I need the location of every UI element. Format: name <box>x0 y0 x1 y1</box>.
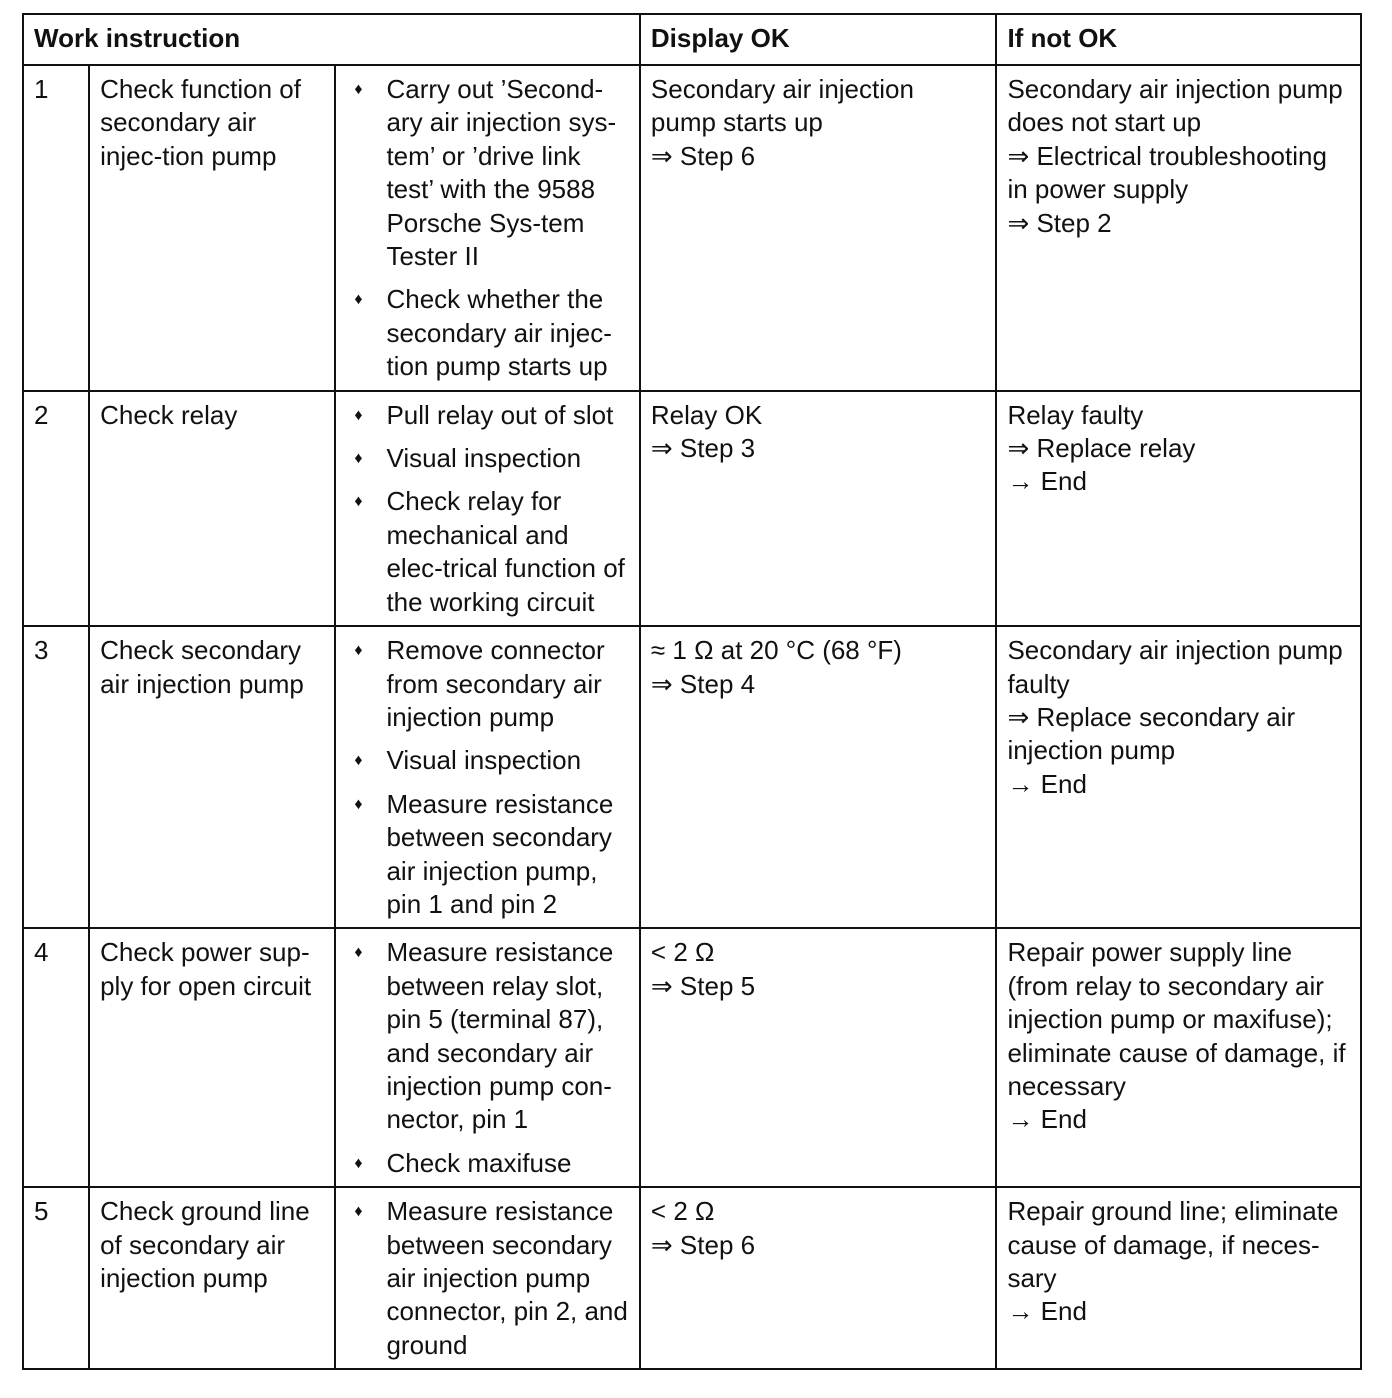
if-not-ok-line: Repair power supply line (from relay to secondary air injection pump or maxifuse); eliminate cause of damage, if necessary <box>1007 937 1346 1101</box>
table-row <box>23 391 1361 626</box>
action-text: Visual inspection <box>386 443 582 474</box>
step-actions <box>335 626 639 928</box>
diamond-bullet-icon: ♦ <box>354 752 363 770</box>
action-text: Measure resistance between relay slot, pin 5 (terminal 87), and secondary air injection pump con-nector, pin 1 <box>386 937 614 1135</box>
diamond-bullet-icon: ♦ <box>354 81 363 98</box>
action-list <box>346 634 628 921</box>
if-not-ok-line: ⇒ Step 2 <box>1007 207 1112 238</box>
table-body <box>23 65 1361 1369</box>
list-item <box>346 936 628 1136</box>
display-ok-cell <box>640 391 997 626</box>
display-ok-line: < 2 Ω <box>650 1196 715 1227</box>
display-ok-line: Relay OK <box>650 399 763 430</box>
if-not-ok-line: → End <box>1007 768 1087 799</box>
step-actions <box>335 1187 639 1369</box>
list-item <box>346 73 628 273</box>
action-text: Check maxifuse <box>386 1147 572 1178</box>
action-text: Measure resistance between secondary air injection pump connector, pin 2, and ground <box>386 1196 628 1360</box>
list-item <box>346 485 628 619</box>
step-number: 4 <box>23 928 89 1187</box>
action-list <box>346 73 628 384</box>
step-task: Check ground line of secondary air injection pump <box>89 1187 335 1369</box>
step-actions <box>335 65 639 391</box>
step-task: Check relay <box>89 391 335 626</box>
action-text: Check whether the secondary air injec-tion pump starts up <box>386 284 612 382</box>
if-not-ok-cell <box>996 65 1361 391</box>
step-number: 1 <box>23 65 89 391</box>
list-item <box>346 788 628 922</box>
header-row <box>23 14 1361 65</box>
diamond-bullet-icon: ♦ <box>354 1203 363 1221</box>
display-ok-line: ≈ 1 Ω at 20 °C (68 °F) <box>650 635 902 666</box>
display-ok-line: ⇒ Step 4 <box>650 668 756 699</box>
table-row <box>23 928 1361 1187</box>
diamond-bullet-icon: ♦ <box>354 291 363 309</box>
display-ok-line: ⇒ Step 6 <box>650 1229 756 1260</box>
diamond-bullet-icon: ♦ <box>354 795 363 813</box>
if-not-ok-line: ⇒ Replace relay <box>1007 433 1196 464</box>
action-text: Check relay for mechanical and elec-trical function of the working circuit <box>386 486 625 617</box>
display-ok-cell <box>640 65 997 391</box>
action-text: Carry out ’Second-ary air injection sys-tem’ or ’drive link test’ with the 9588 Porsche Sys-tem Tester II <box>386 74 617 272</box>
diamond-bullet-icon: ♦ <box>354 642 363 660</box>
if-not-ok-cell <box>996 1187 1361 1369</box>
action-text: Pull relay out of slot <box>386 399 614 430</box>
display-ok-line: ⇒ Step 6 <box>650 140 756 171</box>
if-not-ok-cell <box>996 626 1361 928</box>
header-work-instruction: Work instruction <box>23 14 640 65</box>
list-item <box>346 283 628 383</box>
if-not-ok-line: ⇒ Electrical troubleshooting in power supply <box>1007 140 1327 205</box>
display-ok-line: ⇒ Step 3 <box>650 433 756 464</box>
step-task: Check power sup-ply for open circuit <box>89 928 335 1187</box>
step-actions <box>335 391 639 626</box>
if-not-ok-line: Relay faulty <box>1007 399 1144 430</box>
table-row <box>23 65 1361 391</box>
if-not-ok-line: Secondary air injection pump does not start up <box>1007 74 1343 138</box>
if-not-ok-line: → End <box>1007 466 1087 497</box>
if-not-ok-line: Secondary air injection pump faulty <box>1007 635 1343 699</box>
action-text: Visual inspection <box>386 745 582 776</box>
diamond-bullet-icon: ♦ <box>354 450 363 468</box>
header-display-ok: Display OK <box>640 14 997 65</box>
if-not-ok-cell <box>996 391 1361 626</box>
if-not-ok-line: → End <box>1007 1104 1087 1135</box>
step-number: 3 <box>23 626 89 928</box>
diamond-bullet-icon: ♦ <box>354 406 363 424</box>
work-instruction-table <box>22 13 1362 1370</box>
diamond-bullet-icon: ♦ <box>354 944 363 962</box>
step-number: 2 <box>23 391 89 626</box>
display-ok-line: < 2 Ω <box>650 937 715 968</box>
display-ok-cell <box>640 1187 997 1369</box>
action-list <box>346 1195 628 1362</box>
diamond-bullet-icon: ♦ <box>354 1154 363 1172</box>
action-text: Remove connector from secondary air injection pump <box>386 635 605 732</box>
display-ok-cell <box>640 626 997 928</box>
list-item <box>346 442 628 475</box>
action-list <box>346 399 628 619</box>
step-number: 5 <box>23 1187 89 1369</box>
list-item <box>346 1147 628 1180</box>
step-task: Check secondary air injection pump <box>89 626 335 928</box>
if-not-ok-line: Repair ground line; eliminate cause of damage, if neces-sary <box>1007 1196 1339 1293</box>
display-ok-line: ⇒ Step 5 <box>650 970 756 1001</box>
if-not-ok-cell <box>996 928 1361 1187</box>
diamond-bullet-icon: ♦ <box>354 493 363 511</box>
table-row <box>23 1187 1361 1369</box>
step-actions <box>335 928 639 1187</box>
list-item <box>346 634 628 734</box>
display-ok-cell <box>640 928 997 1187</box>
action-text: Measure resistance between secondary air injection pump, pin 1 and pin 2 <box>386 788 614 919</box>
table-row <box>23 626 1361 928</box>
if-not-ok-line: → End <box>1007 1296 1087 1327</box>
display-ok-line: Secondary air injection pump starts up <box>650 74 914 138</box>
list-item <box>346 744 628 777</box>
list-item <box>346 1195 628 1362</box>
header-if-not-ok: If not OK <box>996 14 1361 65</box>
step-task: Check function of secondary air injec-tion pump <box>89 65 335 391</box>
action-list <box>346 936 628 1180</box>
if-not-ok-line: ⇒ Replace secondary air injection pump <box>1007 701 1296 766</box>
list-item <box>346 399 628 432</box>
